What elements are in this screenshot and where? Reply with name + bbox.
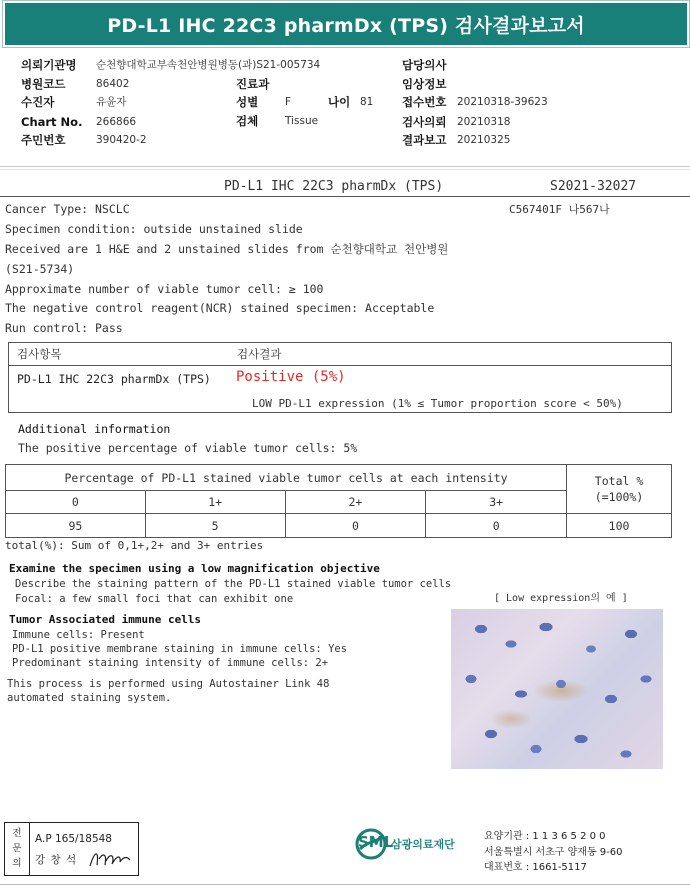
resident-no-value: 390420-2 xyxy=(96,134,147,146)
divider xyxy=(0,169,690,170)
chart-no-value: 266866 xyxy=(96,116,137,128)
immune-line: Predominant staining intensity of immune cells: 2+ xyxy=(12,657,329,669)
image-caption: [ Low expression의 예 ] xyxy=(494,593,628,604)
doctor-name: 강 창 석 xyxy=(35,854,78,866)
org-name: 삼광의료재단 xyxy=(391,838,455,851)
report-line: The negative control reagent(NCR) stained specimen: Acceptable xyxy=(5,301,435,315)
receipt-value: 20210318-39623 xyxy=(457,96,548,108)
process-line: automated staining system. xyxy=(7,692,172,704)
sig-side-char: 전 xyxy=(12,828,22,839)
result-col2-header: 검사결과 xyxy=(237,347,282,361)
report-line: Approximate number of viable tumor cell: ≥ 100 xyxy=(5,282,324,296)
divider xyxy=(0,884,690,885)
doctor-label: 담당의사 xyxy=(402,58,447,72)
report-title: PD-L1 IHC 22C3 pharmDx (TPS) 검사결과보고서 xyxy=(5,3,687,45)
intensity-table xyxy=(5,464,672,538)
sig-side-char: 의 xyxy=(12,858,22,869)
total-header-line2: (=100%) xyxy=(594,490,644,504)
report-line: (S21-5734) xyxy=(5,262,75,276)
intensity-1: 1+ xyxy=(145,491,285,514)
immune-line: Immune cells: Present xyxy=(12,629,145,641)
report-line: Specimen condition: outside unstained slide xyxy=(5,222,303,236)
hospital-code-value: 86402 xyxy=(96,78,130,90)
examine-line: Focal: a few small foci that can exhibit one xyxy=(15,593,294,605)
institution-value: 순천향대학교부속천안병원병동(과)S21-005734 xyxy=(96,59,321,71)
chart-no-label: Chart No. xyxy=(21,115,83,129)
divider xyxy=(29,823,30,875)
total-header-line1: Total % xyxy=(594,474,644,488)
examine-title: Examine the specimen using a low magnification objective xyxy=(9,562,380,575)
intensity-0: 0 xyxy=(6,491,146,514)
value-0: 95 xyxy=(6,514,146,538)
tissue-micrograph xyxy=(451,609,663,769)
immune-line: PD-L1 positive membrane staining in immune cells: Yes xyxy=(12,643,348,655)
receipt-label: 접수번호 xyxy=(402,95,447,109)
signature-box xyxy=(4,822,139,876)
report-test-name: PD-L1 IHC 22C3 pharmDx (TPS) xyxy=(224,179,444,194)
result-box xyxy=(8,342,672,413)
org-name-group xyxy=(358,833,455,852)
resident-no-label: 주민번호 xyxy=(21,133,66,147)
intensity-2: 2+ xyxy=(285,491,426,514)
additional-line: The positive percentage of viable tumor cells: 5% xyxy=(18,441,358,455)
title-frame xyxy=(2,0,690,48)
request-value: 20210318 xyxy=(457,116,511,128)
divider xyxy=(0,196,690,197)
patient-value: 유윤자 xyxy=(96,96,127,108)
clinical-label: 임상정보 xyxy=(402,77,447,91)
org-short: SML xyxy=(358,833,394,851)
value-2: 0 xyxy=(285,514,426,538)
report-line: Run control: Pass xyxy=(5,321,123,335)
department-label: 진료과 xyxy=(236,77,270,91)
age-label: 나이 xyxy=(328,95,351,109)
patient-info xyxy=(0,48,690,166)
institution-label: 의뢰기관명 xyxy=(21,58,77,72)
table-note: total(%): Sum of 0,1+,2+ and 3+ entries xyxy=(5,539,264,552)
report-id: S2021-32027 xyxy=(550,179,637,194)
slide-id: C567401F 나567나 xyxy=(509,203,610,216)
report-date-label: 결과보고 xyxy=(402,133,447,147)
report-line: Received are 1 H&E and 2 unstained slides from 순천향대학교 천안병원 xyxy=(5,242,449,256)
intensity-3: 3+ xyxy=(426,491,567,514)
examine-line: Describe the staining pattern of the PD-L1 stained viable tumor cells xyxy=(15,578,452,590)
specimen-value: Tissue xyxy=(285,115,319,127)
sig-side-label xyxy=(8,826,26,871)
report-line: Cancer Type: NSCLC xyxy=(5,202,130,216)
result-item: PD-L1 IHC 22C3 pharmDx (TPS) xyxy=(17,372,211,386)
specimen-label: 검체 xyxy=(236,114,259,128)
patient-label: 수진자 xyxy=(21,95,55,109)
hospital-code-label: 병원코드 xyxy=(21,77,66,91)
signature-scribble xyxy=(87,847,133,871)
divider xyxy=(0,166,690,167)
report-date-value: 20210325 xyxy=(457,134,511,146)
org-code: 요양기관 : 1 1 3 6 5 2 0 0 xyxy=(484,831,606,842)
intensity-header: Percentage of PD-L1 stained viable tumor cells at each intensity xyxy=(6,465,567,491)
org-address: 서울특별시 서초구 양재동 9-60 xyxy=(484,847,623,858)
value-1: 5 xyxy=(145,514,285,538)
process-line: This process is performed using Autostainer Link 48 xyxy=(7,678,330,690)
divider xyxy=(9,365,671,366)
sex-value: F xyxy=(285,96,292,108)
value-total: 100 xyxy=(567,514,672,538)
additional-title: Additional information xyxy=(18,422,171,436)
sig-side-char: 문 xyxy=(12,843,22,854)
value-3: 0 xyxy=(426,514,567,538)
sex-label: 성별 xyxy=(236,95,259,109)
result-expression: LOW PD-L1 expression (1% ≤ Tumor proportion score < 50%) xyxy=(252,397,623,410)
result-positive: Positive (5%) xyxy=(236,369,346,385)
total-header xyxy=(567,465,672,514)
org-phone: 대표번호 : 1661-5117 xyxy=(484,862,587,873)
result-col1-header: 검사항목 xyxy=(17,347,62,361)
age-value: 81 xyxy=(360,96,374,108)
ap-number: A.P 165/18548 xyxy=(35,833,112,845)
immune-title: Tumor Associated immune cells xyxy=(9,613,202,626)
request-label: 검사의뢰 xyxy=(402,115,447,129)
